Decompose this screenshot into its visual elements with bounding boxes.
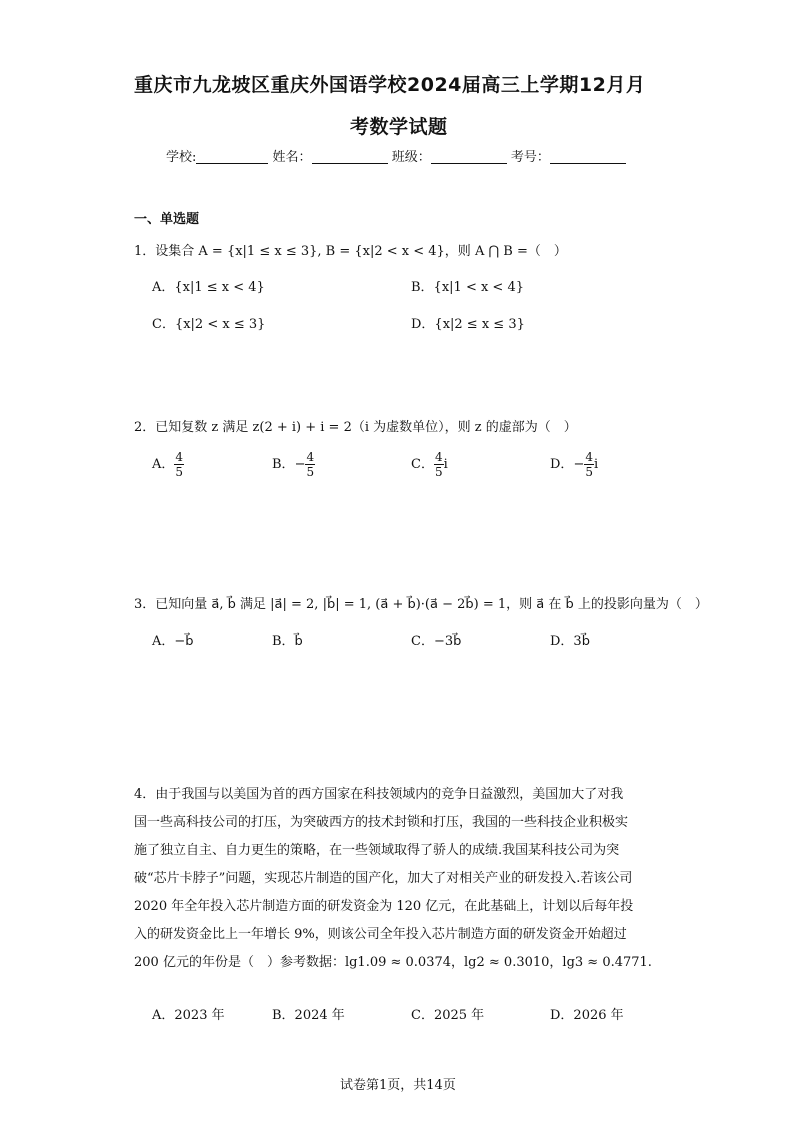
- question-4-option-d: D．2026 年: [550, 1008, 624, 1023]
- question-4-line: 入的研发资金比上一年增长 9%，则该公司全年投入芯片制造方面的研发资金开始超过: [134, 927, 627, 942]
- question-3-option-a: A．−b⃗: [152, 634, 194, 649]
- class-blank: [431, 149, 507, 164]
- question-3-option-d: D．3b⃗: [550, 634, 590, 649]
- question-3-option-b: B．b⃗: [272, 634, 303, 649]
- exam-number-label: 考号：: [510, 150, 550, 165]
- question-4-line: 国一些高科技公司的打压，为突破西方的技术封锁和打压，我国的一些科技企业积极实: [134, 815, 629, 830]
- question-2-stem: 2．已知复数 z 满足 z(2 + i) + i = 2（i 为虚数单位），则 z 的虚部为（ ）: [134, 420, 577, 435]
- question-4-option-c: C．2025 年: [411, 1008, 485, 1023]
- question-2-option-b: B．− $\frac{4}{5}$: [272, 450, 315, 479]
- section-heading: 一、单选题: [134, 212, 200, 227]
- question-3-stem: 3．已知向量 a⃗, b⃗ 满足 |a⃗| = 2, |b⃗| = 1, (a⃗ + b⃗)·(a⃗ − 2b⃗) = 1，则 a⃗ 在 b⃗ 上的投影向量为（ ）: [134, 597, 708, 612]
- question-4-line: 4．由于我国与以美国为首的西方国家在科技领域内的竞争日益激烈，美国加大了对我: [134, 787, 624, 802]
- name-label: 姓名：: [272, 150, 312, 165]
- question-1-option-c: C．{x|2 < x ≤ 3}: [152, 317, 266, 332]
- question-2-option-a: A． $\frac{4}{5}$: [152, 450, 184, 479]
- question-4-option-b: B．2024 年: [272, 1008, 345, 1023]
- question-3-option-c: C．−3b⃗: [411, 634, 462, 649]
- school-blank: [196, 149, 268, 164]
- question-1-option-b: B．{x|1 < x < 4}: [411, 280, 524, 295]
- question-4-line: 施了独立自主、自力更生的策略，在一些领域取得了骄人的成绩.我国某科技公司为突: [134, 843, 620, 858]
- question-1-option-a: A．{x|1 ≤ x < 4}: [152, 280, 265, 295]
- question-4-line: 200 亿元的年份是（ ）参考数据：lg1.09 ≈ 0.0374，lg2 ≈ 0.3010，lg3 ≈ 0.4771.: [134, 955, 652, 970]
- page-title-line2: 考数学试题: [350, 116, 448, 138]
- exam-number-blank: [550, 149, 626, 164]
- name-blank: [312, 149, 388, 164]
- question-4-line: 破“芯片卡脖子”问题，实现芯片制造的国产化，加大了对相关产业的研发投入.若该公司: [134, 871, 633, 886]
- school-label: 学校:: [166, 150, 197, 165]
- page-title-line1: 重庆市九龙坡区重庆外国语学校2024届高三上学期12月月: [134, 74, 646, 96]
- question-2-option-d: D．− $\frac{4}{5}$ i: [550, 450, 599, 479]
- question-1-stem: 1．设集合 A = {x|1 ≤ x ≤ 3}, B = {x|2 < x < 4}，则 A ⋂ B =（ ）: [134, 244, 567, 259]
- question-2-option-c: C． $\frac{4}{5}$ i: [411, 450, 448, 479]
- class-label: 班级：: [391, 150, 431, 165]
- question-4-stem: [134, 781, 652, 977]
- question-1-option-d: D．{x|2 ≤ x ≤ 3}: [411, 317, 525, 332]
- student-info-row: [166, 146, 626, 165]
- question-4-option-a: A．2023 年: [152, 1008, 225, 1023]
- page-footer: 试卷第1页，共14页: [340, 1078, 456, 1093]
- question-4-line: 2020 年全年投入芯片制造方面的研发资金为 120 亿元，在此基础上，计划以后每年投: [134, 899, 634, 914]
